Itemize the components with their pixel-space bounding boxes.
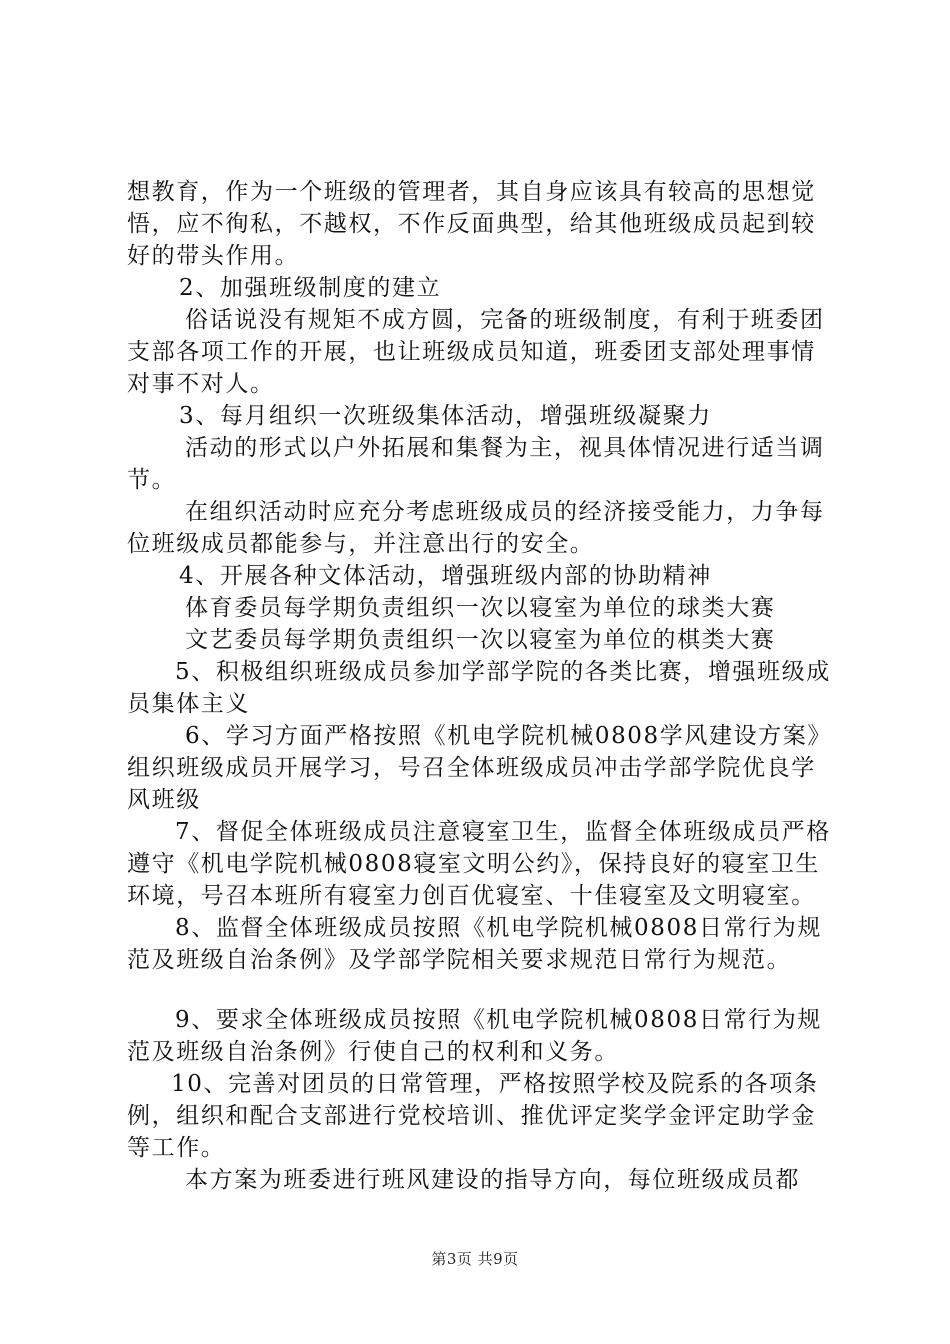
paragraph-item-7: 7、督促全体班级成员注意寝室卫生，监督全体班级成员严格遵守《机电学院机械0808寝室文明公约》，保持良好的寝室卫生环境，号召本班所有寝室力创百优寝室、十佳寝室及文明寝室。 bbox=[127, 819, 831, 909]
paragraph-body: 俗话说没有规矩不成方圆，完备的班级制度，有利于班委团支部各项工作的开展，也让班级成员知道，班委团支部处理事情对事不对人。 bbox=[127, 307, 825, 397]
page-number-footer: 第3页 共9页 bbox=[431, 1250, 519, 1268]
paragraph-heading-2: 2、加强班级制度的建立 bbox=[179, 275, 442, 301]
paragraph-body: 在组织活动时应充分考虑班级成员的经济接受能力，力争每位班级成员都能参与，并注意出行的安全。 bbox=[127, 499, 825, 557]
blank-line bbox=[127, 976, 837, 1004]
paragraph-item-10: 10、完善对团员的日常管理，严格按照学校及院系的各项条例，组织和配合支部进行党校培训、推优评定奖学金评定助学金等工作。 bbox=[127, 1071, 819, 1161]
paragraph-closing: 本方案为班委进行班风建设的指导方向，每位班级成员都 bbox=[185, 1167, 800, 1193]
paragraph-item-6: 6、学习方面严格按照《机电学院机械0808学风建设方案》组织班级成员开展学习，号召全体班级成员冲击学部学院优良学风班级 bbox=[127, 723, 832, 813]
paragraph-item-8: 8、监督全体班级成员按照《机电学院机械0808日常行为规范及班级自治条例》及学部学院相关要求规范日常行为规范。 bbox=[127, 915, 822, 973]
paragraph-item-5: 5、积极组织班级成员参加学部学院的各类比赛，增强班级成员集体主义 bbox=[127, 659, 831, 717]
document-body bbox=[127, 176, 837, 1196]
paragraph-item-9: 9、要求全体班级成员按照《机电学院机械0808日常行为规范及班级自治条例》行使自己的权利和义务。 bbox=[127, 1007, 822, 1065]
paragraph-continuation: 想教育，作为一个班级的管理者，其自身应该具有较高的思想觉悟，应不徇私，不越权，不作反面典型，给其他班级成员起到较好的带头作用。 bbox=[127, 179, 816, 269]
paragraph-heading-4: 4、开展各种文体活动，增强班级内部的协助精神 bbox=[179, 563, 712, 589]
paragraph-body: 体育委员每学期负责组织一次以寝室为单位的球类大赛 bbox=[185, 595, 776, 621]
paragraph-body: 文艺委员每学期负责组织一次以寝室为单位的棋类大赛 bbox=[185, 627, 776, 653]
paragraph-heading-3: 3、每月组织一次班级集体活动，增强班级凝聚力 bbox=[179, 403, 712, 429]
paragraph-body: 活动的形式以户外拓展和集餐为主，视具体情况进行适当调节。 bbox=[127, 435, 825, 493]
